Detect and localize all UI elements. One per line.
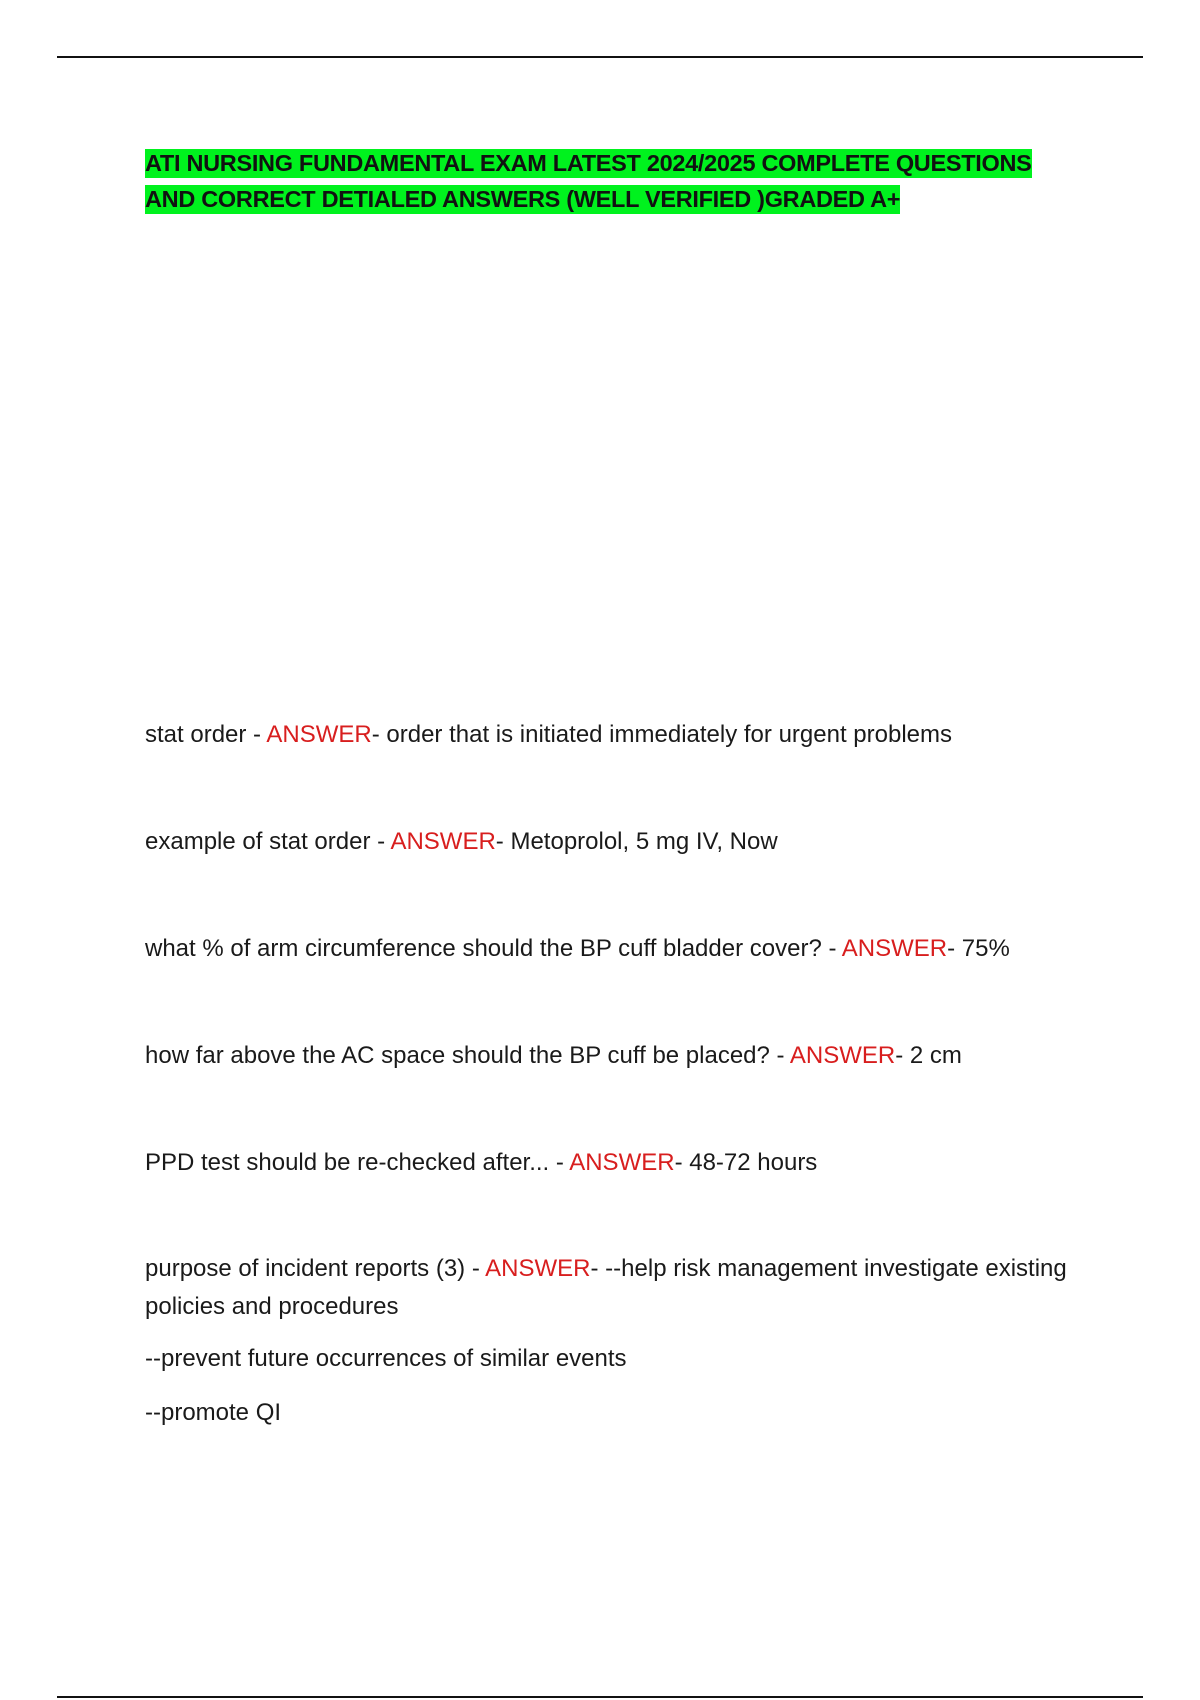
answer-text: - order that is initiated immediately for urgent problems bbox=[371, 721, 952, 748]
answer-label: ANSWER bbox=[569, 1149, 675, 1176]
answer-label: ANSWER bbox=[841, 935, 948, 962]
qa-item bbox=[145, 1250, 1085, 1326]
answer-text: - Metoprolol, 5 mg IV, Now bbox=[495, 828, 778, 855]
answer-label: ANSWER bbox=[789, 1042, 896, 1069]
question-text: what % of arm circumference should the BP cuff bladder cover? - bbox=[145, 935, 842, 962]
qa-item bbox=[145, 1037, 1085, 1075]
question-text: example of stat order - bbox=[145, 828, 391, 855]
qa-item bbox=[145, 930, 1085, 968]
title-highlight: ATI NURSING FUNDAMENTAL EXAM LATEST 2024/2025 COMPLETE QUESTIONS AND CORRECT DETIALED ANSWERS (WELL VERIFIED )GRADED A+ bbox=[145, 150, 1032, 212]
continuation-line: --promote QI bbox=[145, 1399, 282, 1426]
answer-label: ANSWER bbox=[266, 721, 372, 748]
answer-text: - 48-72 hours bbox=[674, 1149, 818, 1176]
qa-item bbox=[145, 823, 1085, 861]
question-text: how far above the AC space should the BP cuff be placed? - bbox=[145, 1042, 790, 1069]
continuation-line: --prevent future occurrences of similar events bbox=[145, 1345, 627, 1372]
question-text: stat order - bbox=[145, 721, 267, 748]
qa-item bbox=[145, 1144, 1085, 1182]
answer-label: ANSWER bbox=[485, 1255, 591, 1282]
header-rule bbox=[57, 56, 1143, 58]
answer-text: - 2 cm bbox=[895, 1042, 962, 1069]
answer-text: - --help risk management investigate existing policies and procedures bbox=[145, 1255, 1067, 1320]
document-title bbox=[145, 145, 1085, 217]
question-text: PPD test should be re-checked after... - bbox=[145, 1149, 570, 1176]
question-text: purpose of incident reports (3) - bbox=[145, 1255, 486, 1282]
answer-text: - 75% bbox=[947, 935, 1010, 962]
answer-label: ANSWER bbox=[390, 828, 496, 855]
qa-item bbox=[145, 716, 1085, 754]
footer-rule bbox=[57, 1696, 1143, 1698]
